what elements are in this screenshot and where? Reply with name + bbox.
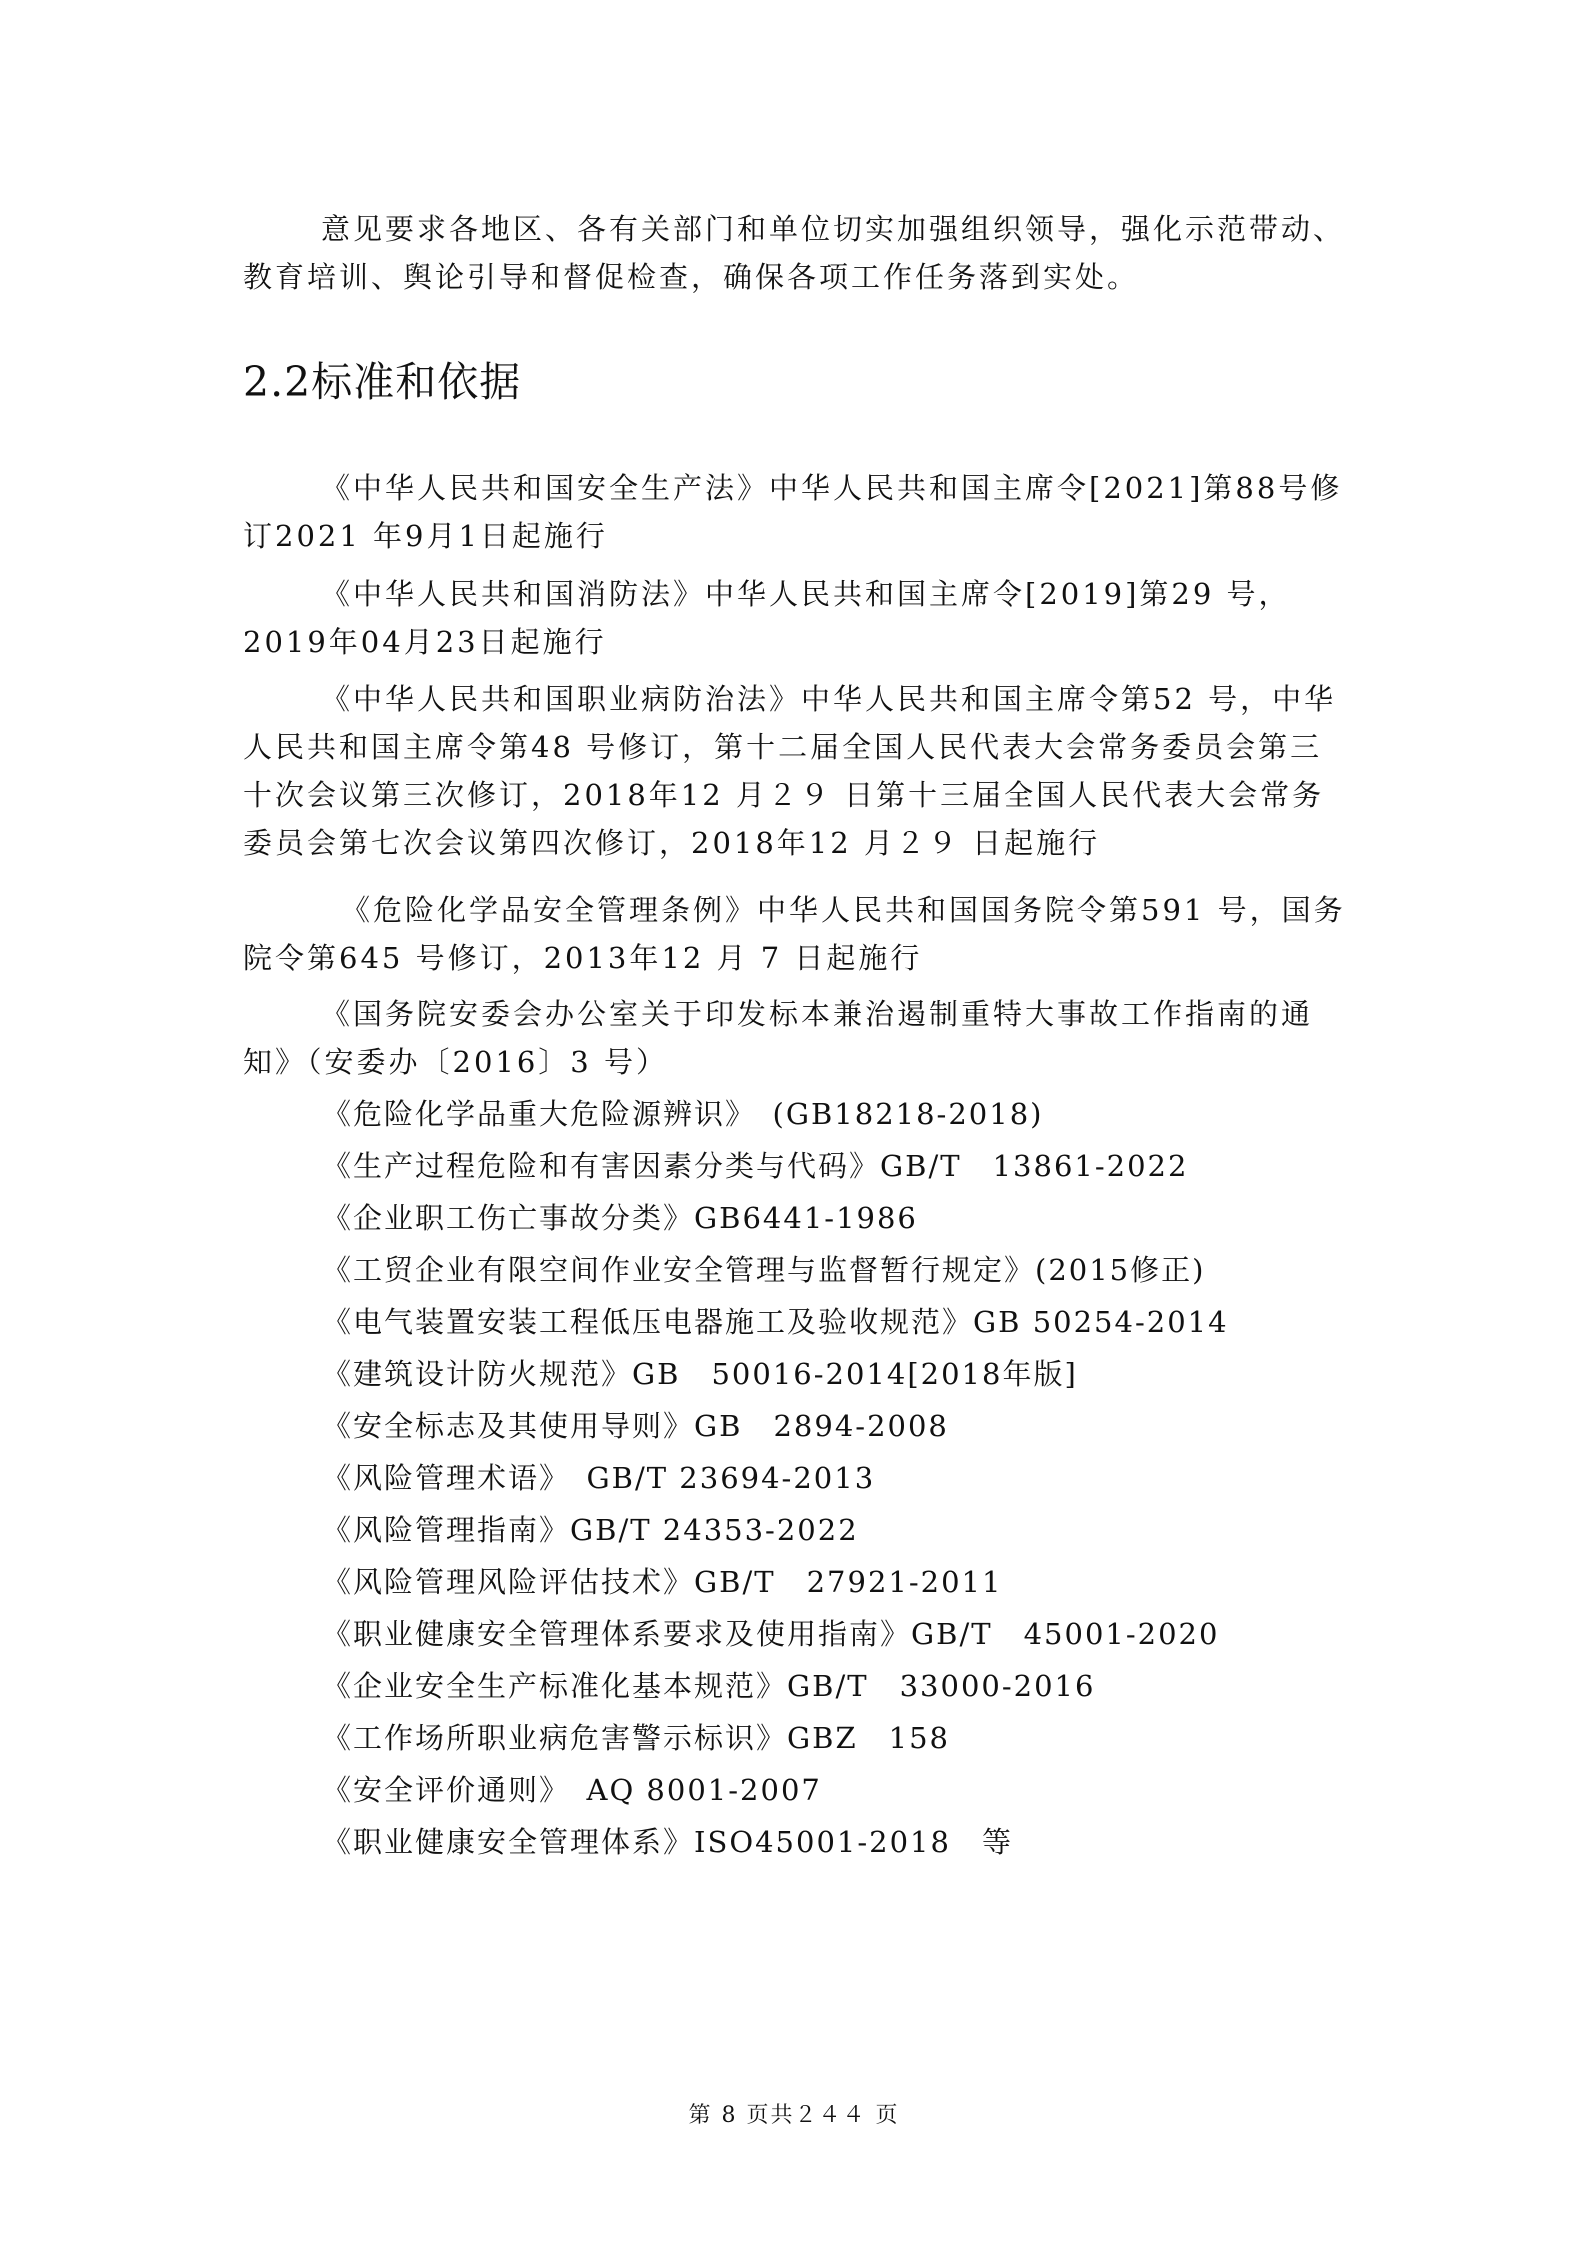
reference-item: 《中华人民共和国安全生产法》中华人民共和国主席令[2021]第88号修订2021 年9月1日起施行 xyxy=(243,471,1343,553)
standard-item: 《企业安全生产标准化基本规范》GB/T 33000-2016 xyxy=(322,1669,1096,1703)
standard-item: 《工贸企业有限空间作业安全管理与监督暂行规定》(2015修正) xyxy=(322,1253,1206,1287)
standard-item: 《安全评价通则》 AQ 8001-2007 xyxy=(322,1773,822,1807)
reference-item: 《国务院安委会办公室关于印发标本兼治遏制重特大事故工作指南的通知》（安委办〔2016〕3 号） xyxy=(243,997,1314,1079)
standard-item: 《风险管理指南》GB/T 24353-2022 xyxy=(322,1513,859,1547)
standard-item: 《危险化学品重大危险源辨识》 (GB18218-2018) xyxy=(322,1097,1044,1131)
standard-item: 《安全标志及其使用导则》GB 2894-2008 xyxy=(322,1409,949,1443)
standard-item: 《电气装置安装工程低压电器施工及验收规范》GB 50254-2014 xyxy=(322,1305,1229,1339)
standard-item: 《职业健康安全管理体系》ISO45001-2018 等 xyxy=(322,1825,1013,1859)
standard-item: 《生产过程危险和有害因素分类与代码》GB/T 13861-2022 xyxy=(322,1149,1189,1183)
standard-item: 《工作场所职业病危害警示标识》GBZ 158 xyxy=(322,1721,950,1755)
reference-item: 《中华人民共和国职业病防治法》中华人民共和国主席令第52 号，中华人民共和国主席令第48 号修订，第十二届全国人民代表大会常务委员会第三十次会议第三次修订，2018年12 月２９ 日第十三届全国人民代表大会常务委员会第七次会议第四次修订，2018年12 月２９ 日起施行 xyxy=(243,682,1337,860)
intro-paragraph: 意见要求各地区、各有关部门和单位切实加强组织领导，强化示范带动、教育培训、舆论引导和督促检查，确保各项工作任务落到实处。 xyxy=(243,212,1346,294)
standard-item: 《职业健康安全管理体系要求及使用指南》GB/T 45001-2020 xyxy=(322,1617,1220,1651)
reference-item: 《中华人民共和国消防法》中华人民共和国主席令[2019]第29 号，2019年04月23日起施行 xyxy=(243,577,1291,659)
standard-item: 《建筑设计防火规范》GB 50016-2014[2018年版] xyxy=(322,1357,1078,1391)
standard-item: 《风险管理风险评估技术》GB/T 27921-2011 xyxy=(322,1565,1003,1599)
standard-item: 《企业职工伤亡事故分类》GB6441-1986 xyxy=(322,1201,918,1235)
standard-item: 《风险管理术语》 GB/T 23694-2013 xyxy=(322,1461,876,1495)
section-title: 2.2标准和依据 xyxy=(243,358,522,406)
page-footer: 第 8 页共２４４ 页 xyxy=(688,2103,900,2128)
reference-item: 《危险化学品安全管理条例》中华人民共和国国务院令第591 号，国务院令第645 号修订，2013年12 月 7 日起施行 xyxy=(243,893,1346,975)
